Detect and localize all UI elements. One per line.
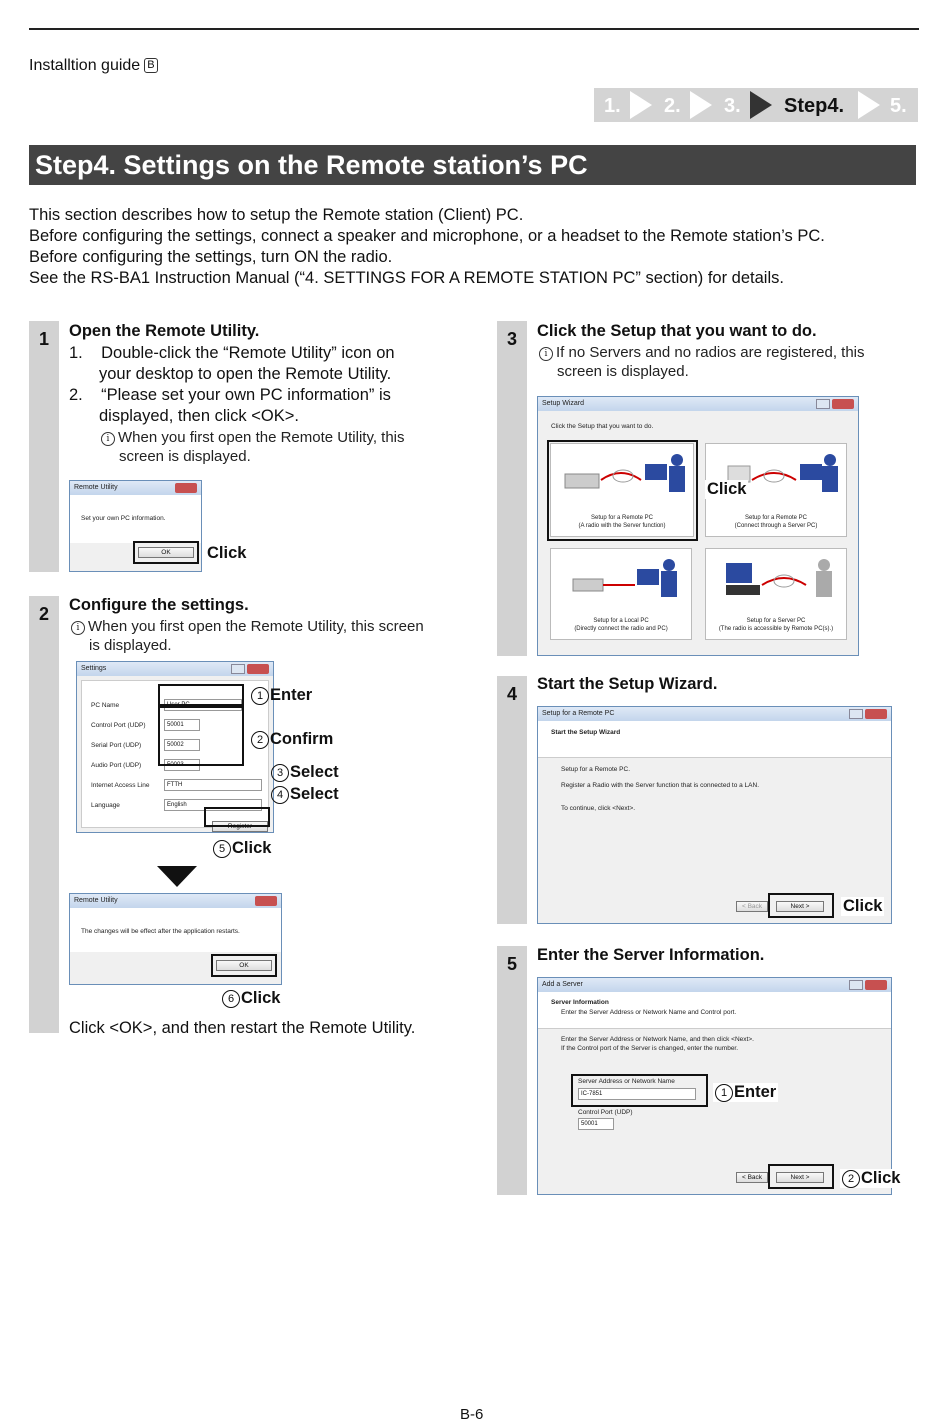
info-icon: i	[101, 432, 115, 446]
info-icon: i	[539, 347, 553, 361]
serial-port-input[interactable]: 50002	[164, 739, 200, 751]
step-number-5: 5	[497, 946, 527, 1195]
callout-click-6: 6 Click	[222, 989, 280, 1008]
option-local-pc[interactable]: Setup for a Local PC (Directly connect the radio and PC)	[550, 548, 692, 640]
close-icon[interactable]	[175, 483, 197, 493]
step1-heading: Open the Remote Utility.	[69, 322, 260, 340]
callout-click: Click	[843, 897, 883, 915]
breadcrumb-step-1: 1.	[604, 95, 621, 117]
internet-access-select[interactable]: FTTH	[164, 779, 262, 791]
back-button[interactable]: < Back	[736, 1172, 768, 1183]
step5-heading: Enter the Server Information.	[537, 946, 765, 964]
step2-heading: Configure the settings.	[69, 596, 249, 614]
close-icon[interactable]	[832, 399, 854, 409]
chevron-right-icon	[690, 91, 712, 119]
option-remote-pc-server-radio[interactable]: Setup for a Remote PC (A radio with the Server function)	[550, 443, 694, 537]
control-port-input[interactable]: 50001	[578, 1118, 614, 1130]
language-select[interactable]: English	[164, 799, 262, 811]
ok-button[interactable]: OK	[138, 547, 194, 558]
remote-utility-dialog: Remote Utility Set your own PC information. OK	[69, 480, 202, 572]
step3-note-cont: screen is displayed.	[557, 363, 689, 380]
chevron-right-icon	[858, 91, 880, 119]
close-icon[interactable]	[247, 664, 269, 674]
step2-note-cont: is displayed.	[89, 637, 172, 654]
close-icon[interactable]	[255, 896, 277, 906]
step3-note: i If no Servers and no radios are registered, this	[539, 343, 865, 363]
close-icon[interactable]	[865, 980, 887, 990]
option-remote-pc-through-server[interactable]: Setup for a Remote PC (Connect through a Server PC)	[705, 443, 847, 537]
breadcrumb-step-5: 5.	[890, 95, 907, 117]
chevron-right-icon	[630, 91, 652, 119]
restart-dialog: Remote Utility The changes will be effect after the application restarts. OK	[69, 893, 282, 985]
breadcrumb-step-4: Step4.	[784, 95, 845, 117]
guide-label: Installtion guide B	[29, 57, 158, 75]
callout-click-5: 5 Click	[213, 839, 271, 858]
server-address-input[interactable]: IC-7851	[578, 1088, 696, 1100]
setup-remote-pc-dialog: Setup for a Remote PC Start the Setup Wizard Setup for a Remote PC. Register a Radio with the Server function that is connected to a LAN. To continue, click <Next>. < Back Next >	[537, 706, 892, 924]
step1-item-2: 2. “Please set your own PC information” is	[69, 386, 391, 404]
step2-note: i When you first open the Remote Utility, this screen	[71, 617, 424, 637]
server-radio-illustration-icon	[706, 549, 846, 609]
step-number-2: 2	[29, 596, 59, 1033]
callout-click: 2 Click	[840, 1169, 902, 1188]
step1-item-1: 1. Double-click the “Remote Utility” icon on	[69, 344, 395, 362]
step1-item-1-cont: your desktop to open the Remote Utility.	[99, 365, 392, 383]
register-button[interactable]: Register	[212, 821, 268, 832]
callout-select-3: 3 Select	[271, 763, 339, 782]
breadcrumb-step-2: 2.	[664, 95, 681, 117]
step-breadcrumb	[594, 88, 918, 122]
pc-name-input[interactable]: User PC	[164, 699, 242, 711]
add-server-dialog: Add a Server Server Information Enter the Server Address or Network Name and Control port. Enter the Server Address or Network Name, and then click <Next>. If the Control port of the Server is changed, enter the number. Server Address or Network Name IC-7851 Control Port (UDP) 50001 < Back Next >	[537, 977, 892, 1195]
step4-heading: Start the Setup Wizard.	[537, 675, 718, 693]
callout-select-4: 4 Select	[271, 785, 339, 804]
close-icon[interactable]	[865, 709, 887, 719]
step3-heading: Click the Setup that you want to do.	[537, 322, 817, 340]
info-icon: i	[71, 621, 85, 635]
callout-click: Click	[207, 544, 247, 562]
step-number-3: 3	[497, 321, 527, 656]
help-icon[interactable]	[849, 980, 863, 990]
help-icon[interactable]	[849, 709, 863, 719]
step-number-1: 1	[29, 321, 59, 572]
ok-button[interactable]: OK	[216, 960, 272, 971]
page-number: B-6	[460, 1406, 484, 1423]
step1-note-cont: screen is displayed.	[119, 448, 251, 465]
page-title: Step4. Settings on the Remote station’s PC	[29, 145, 916, 185]
audio-port-input[interactable]: 50003	[164, 759, 200, 771]
next-button[interactable]: Next >	[776, 901, 824, 912]
callout-confirm: 2 Confirm	[251, 730, 333, 749]
guide-badge: B	[144, 58, 157, 73]
settings-dialog: Settings PC Name User PC Control Port (UDP) 50001 Serial Port (UDP) 50002 Audio Port (UDP) 50003 Internet Access Line FTTH Language English Register	[76, 661, 274, 833]
option-server-pc[interactable]: Setup for a Server PC (The radio is accessible by Remote PC(s).)	[705, 548, 847, 640]
step1-item-2-cont: displayed, then click <OK>.	[99, 407, 299, 425]
top-rule	[29, 28, 919, 30]
step1-note: i When you first open the Remote Utility, this	[101, 428, 405, 448]
help-icon[interactable]	[231, 664, 245, 674]
help-icon[interactable]	[816, 399, 830, 409]
step2-footer: Click <OK>, and then restart the Remote Utility.	[69, 1019, 416, 1037]
step-number-4: 4	[497, 676, 527, 924]
setup-wizard-dialog: Setup Wizard Click the Setup that you want to do. Setup for a Remote PC (A radio with the Server function) Setup for a Remote PC (Connect through a Server PC) Setup for a Local PC (Directly connect the radio and PC) Setup for a Server PC (The radio is accessible by Remote PC(s).)	[537, 396, 859, 656]
callout-enter: 1 Enter	[251, 686, 312, 705]
next-button[interactable]: Next >	[776, 1172, 824, 1183]
callout-enter: 1 Enter	[713, 1083, 778, 1102]
arrow-down-icon	[157, 866, 197, 887]
intro-text: This section describes how to setup the Remote station (Client) PC. Before configuring the settings, connect a speaker and microphone, or a headset to the Remote station’s PC. Before configuring the settings, turn ON the radio. See the RS-BA1 Instruction Manual (“4. SETTINGS FOR A REMOTE STATION PC” section) for details.	[29, 206, 825, 287]
chevron-right-icon	[750, 91, 772, 119]
control-port-input[interactable]: 50001	[164, 719, 200, 731]
local-pc-illustration-icon	[551, 549, 691, 609]
breadcrumb-step-3: 3.	[724, 95, 741, 117]
callout-click: Click	[707, 480, 747, 498]
back-button[interactable]: < Back	[736, 901, 768, 912]
